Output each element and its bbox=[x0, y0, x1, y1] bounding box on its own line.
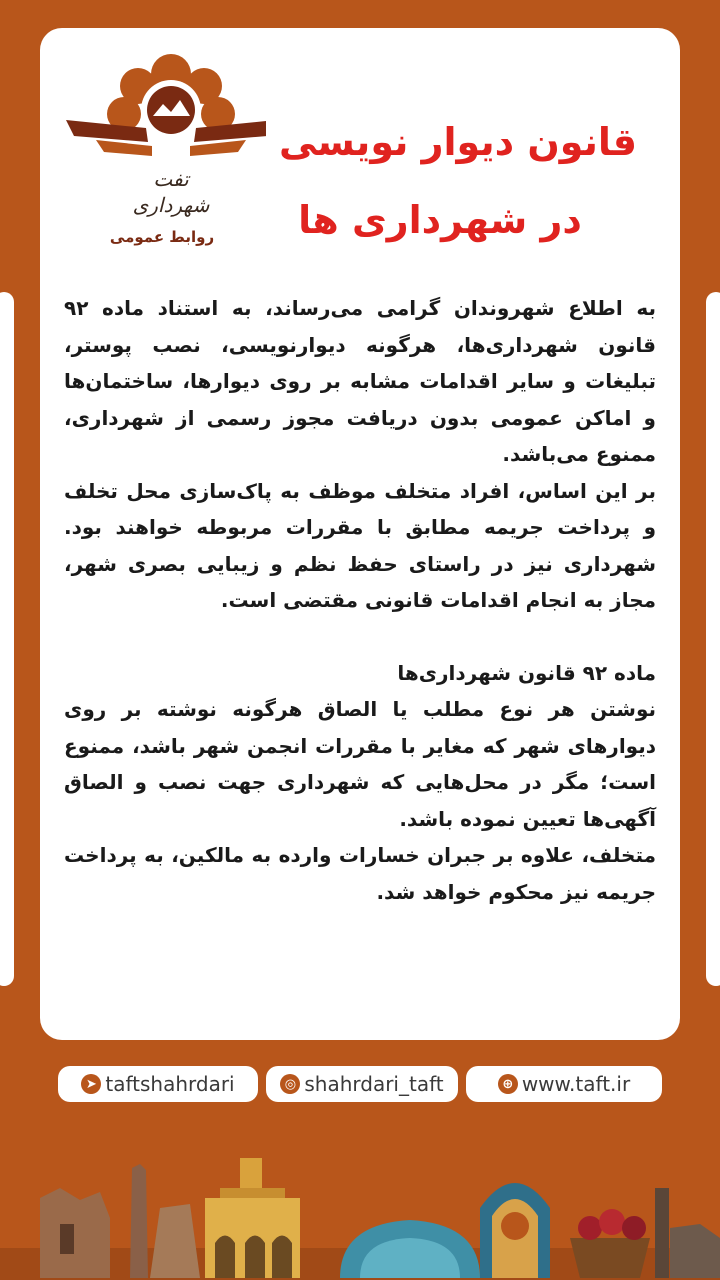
article-heading: ماده ۹۲ قانون شهرداری‌ها bbox=[397, 660, 656, 685]
paragraph-article-text: نوشتن هر نوع مطلب یا الصاق هرگونه نوشته بر روی دیوارهای شهر که مغایر با مقررات انجمن شهر باشد، ممنوع است؛ مگر در محل‌هایی که شهرداری جهت نصب و الصاق آگهی‌ها تعیین نموده باشد. bbox=[64, 697, 656, 831]
website-url: www.taft.ir bbox=[521, 1072, 631, 1096]
content-card bbox=[40, 28, 680, 1040]
instagram-icon: ◎ bbox=[280, 1074, 300, 1094]
page-title-line1: قانون دیوار نویسی bbox=[278, 120, 638, 164]
globe-icon: ⊕ bbox=[498, 1074, 518, 1094]
telegram-handle: taftshahrdari bbox=[105, 1072, 235, 1096]
instagram-link[interactable] bbox=[266, 1066, 458, 1102]
paragraph-article-penalty: متخلف، علاوه بر جبران خسارات وارده به مالکین، به پرداخت جریمه نیز محکوم خواهد شد. bbox=[64, 843, 656, 904]
instagram-handle: shahrdari_taft bbox=[304, 1072, 444, 1096]
announcement-body bbox=[64, 290, 656, 910]
logo-caption: روابط عمومی bbox=[109, 228, 215, 246]
telegram-link[interactable] bbox=[58, 1066, 258, 1102]
right-side-tab bbox=[706, 292, 720, 986]
municipality-logo bbox=[56, 38, 266, 278]
left-side-tab bbox=[0, 292, 14, 986]
website-link[interactable] bbox=[466, 1066, 662, 1102]
page-title-line2: در شهرداری ها bbox=[298, 198, 582, 242]
paragraph-penalty: بر این اساس، افراد متخلف موظف به پاک‌سازی محل تخلف و پرداخت جریمه مطابق با مقررات مربوطه خواهند بود. شهرداری نیز در راستای حفظ نظم و زیبایی بصری شهر، مجاز به انجام اقدامات قانونی مقتضی است. bbox=[64, 478, 656, 612]
logo-script-text: تفت شهرداری bbox=[132, 167, 210, 217]
paragraph-intro: به اطلاع شهروندان گرامی می‌رساند، به استناد ماده ۹۲ قانون شهرداری‌ها، هرگونه دیوارنویسی، نصب پوستر، تبلیغات و سایر اقدامات مشابه بر روی دیوارها، ساختمان‌ها و اماکن عمومی بدون دریافت مجوز رسمی از شهرداری، ممنوع می‌باشد. bbox=[64, 296, 656, 466]
city-skyline-illustration bbox=[0, 1128, 720, 1280]
telegram-icon: ➤ bbox=[81, 1074, 101, 1094]
